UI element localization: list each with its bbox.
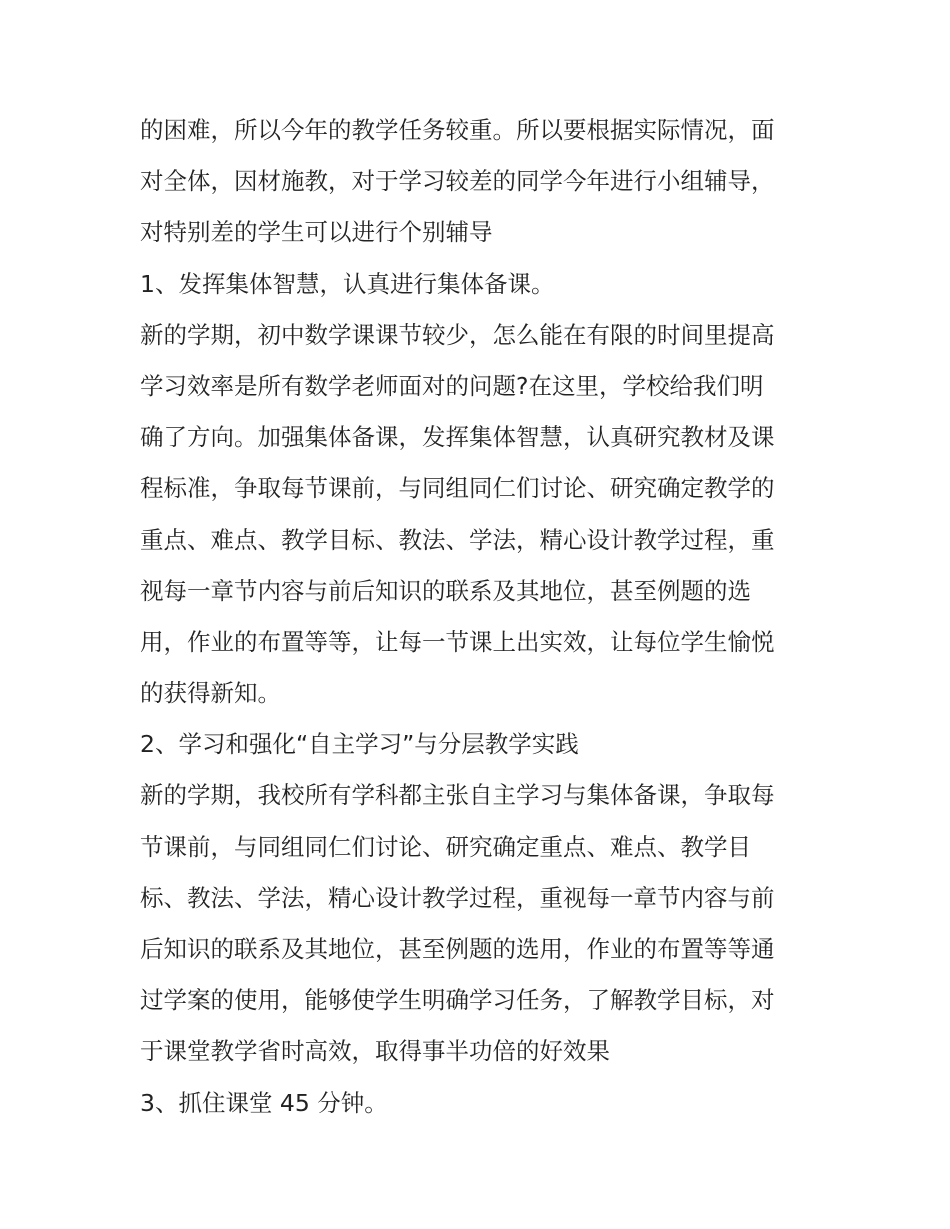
paragraph-line: 重点、难点、教学目标、教法、学法，精心设计教学过程，重	[140, 525, 775, 554]
paragraph-line: 确了方向。加强集体备课，发挥集体智慧，认真研究教材及课	[140, 423, 775, 452]
paragraph-line: 节课前，与同组同仁们讨论、研究确定重点、难点、教学目	[140, 832, 751, 861]
section-heading-2: 2、学习和强化“自主学习”与分层教学实践	[140, 730, 579, 759]
paragraph-line: 学习效率是所有数学老师面对的问题?在这里，学校给我们明	[140, 371, 764, 400]
paragraph-line: 标、教法、学法，精心设计教学过程，重视每一章节内容与前	[140, 883, 775, 912]
paragraph-line: 新的学期，初中数学课课节较少，怎么能在有限的时间里提高	[140, 320, 775, 349]
section-heading-3: 3、抓住课堂 45 分钟。	[140, 1088, 388, 1117]
document-body	[140, 105, 820, 1129]
paragraph-line: 的困难，所以今年的教学任务较重。所以要根据实际情况，面	[140, 116, 775, 144]
paragraph-line: 新的学期，我校所有学科都主张自主学习与集体备课，争取每	[140, 781, 775, 810]
paragraph-line: 对特别差的学生可以进行个别辅导	[140, 218, 493, 247]
paragraph-line: 后知识的联系及其地位，甚至例题的选用，作业的布置等等通	[140, 935, 775, 963]
paragraph-line: 程标准，争取每节课前，与同组同仁们讨论、研究确定教学的	[140, 474, 775, 503]
paragraph-line: 的获得新知。	[140, 679, 281, 708]
section-heading-1: 1、发挥集体智慧，认真进行集体备课。	[140, 269, 555, 298]
paragraph-line: 对全体，因材施教，对于学习较差的同学今年进行小组辅导，	[140, 167, 775, 196]
paragraph-line: 用，作业的布置等等，让每一节课上出实效，让每位学生愉悦	[140, 627, 775, 656]
paragraph-line: 视每一章节内容与前后知识的联系及其地位，甚至例题的选	[140, 576, 751, 605]
paragraph-line: 过学案的使用，能够使学生明确学习任务，了解教学目标，对	[140, 986, 775, 1015]
paragraph-line: 于课堂教学省时高效，取得事半功倍的好效果	[140, 1037, 610, 1066]
